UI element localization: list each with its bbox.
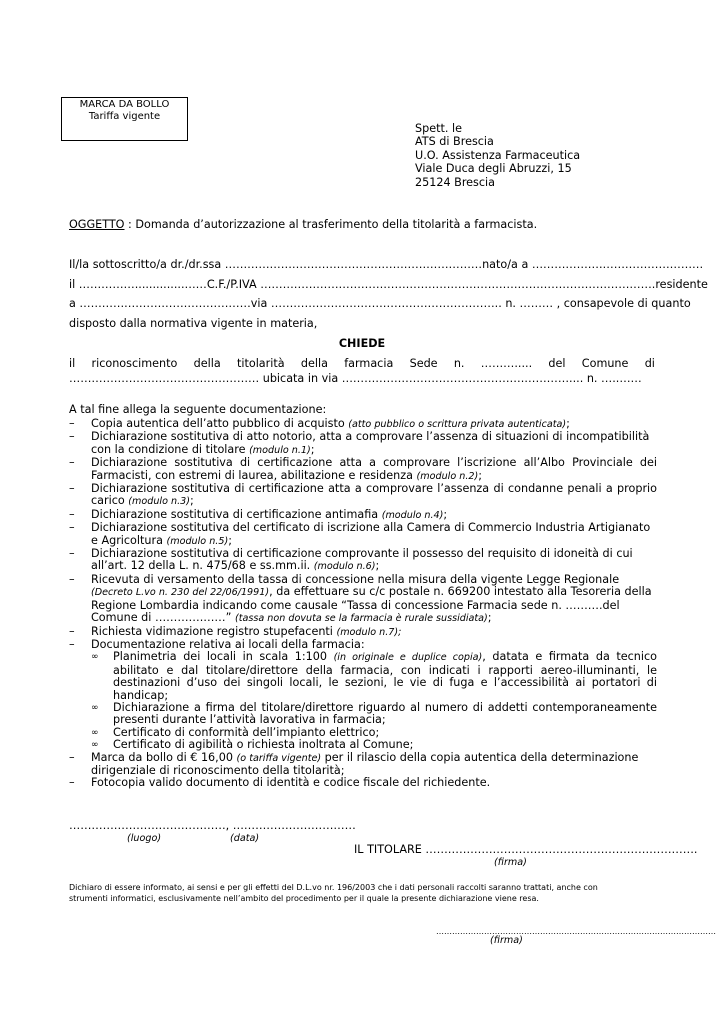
infinity-bullet-icon: ∞ [91,740,99,751]
recipient-address [415,122,580,189]
holder-signature-field[interactable]: IL TITOLARE ………………………………………………………………. [354,843,698,856]
word: della [193,357,221,370]
item-text: ; [375,559,380,573]
item-text: per il rilascio della copia autentica della determinazione dirigenziale di riconoscimento della titolarità; [91,750,639,777]
infinity-bullet-icon: ∞ [91,727,99,738]
list-item [69,752,657,778]
list-item [69,457,657,483]
item-text: ; [310,442,315,456]
subject-text: : Domanda d’autorizzazione al trasferimento della titolarità a farmacista. [124,218,538,231]
dash-bullet: – [69,521,75,535]
infinity-bullet-icon: ∞ [91,652,99,663]
dash-bullet: – [69,417,75,430]
item-text: Fotocopia valido documento di identità e codice fiscale del richiedente. [91,776,491,790]
list-item [69,483,657,509]
item-text: ; [566,417,570,430]
item-note: (o tariffa vigente) [236,752,322,764]
street-field[interactable]: via …………………………………………………….. n. ……… , consapevole di quanto [250,297,691,310]
word: il [69,357,76,370]
item-note: (modulo n.2) [416,470,479,482]
place-date-field[interactable]: ……………………………………, …………………………… [69,819,356,832]
item-text: Dichiarazione sostitutiva di atto notorio, atta a comprovare l’assenza di situazioni di incompatibilità con la condizione di titolare [91,430,650,456]
recipient-line: 25124 Brescia [415,175,496,189]
list-item [69,509,657,522]
form-line-2 [69,278,708,292]
dash-bullet: – [69,624,75,638]
item-text: ; [478,468,483,482]
item-text: Documentazione relativa ai locali della farmacia: [91,637,365,651]
item-note: (atto pubblico o scrittura privata autenticata) [348,419,567,430]
request-heading: CHIEDE [338,337,386,350]
item-text: Certificato di agibilità o richiesta inoltrata al Comune; [113,738,414,752]
residence-city-field[interactable]: a ………….…………………………… [69,297,251,310]
item-note: (modulo n.4) [381,509,444,521]
list-item [69,431,657,457]
item-text: Dichiarazione sostitutiva di certificazione atta a comprovare l’iscrizione all’Albo Provinciale dei Farmacisti, con estremi di laurea, abilitazione e residenza [91,456,657,482]
item-text: ; [443,507,448,521]
premises-sublist [91,651,657,751]
recipient-line: ATS di Brescia [415,135,494,149]
item-text: , da effettuare su c/c postale n. 669200 intestato alla Tesoreria della Regione Lombardia indicando come causale “Tassa di concessione Farmacia sede n. ……….del Comune di ………….……” [91,585,652,625]
item-note: (modulo n.1) [249,444,311,456]
privacy-statement-line-1: Dichiaro di essere informato, ai sensi e per gli effetti del D.L.vo nr. 196/2003 che i dati personali raccolti saranno trattati, anche con [69,883,598,892]
list-item [69,418,657,431]
request-line-1 [69,357,655,371]
item-text: Marca da bollo di € 16,00 [91,750,237,764]
stamp-subtitle: Tariffa vigente [88,111,161,122]
infinity-bullet-icon: ∞ [91,702,99,713]
word: riconoscimento [91,357,178,370]
dash-bullet: – [69,507,75,521]
dash-bullet: – [69,637,75,651]
item-text: , datata e firmata da tecnico abilitato e dal titolare/direttore della farmacia, con indicati i rapporti aereo-illuminanti, le destinazioni d’uso dei singoli locali, le sezioni, le vie di fuga e l’accessibilità ai portatori di handicap; [113,650,657,702]
list-item [69,522,657,548]
list-item [69,639,657,752]
dash-bullet: – [69,456,75,470]
word: Comune [581,357,629,370]
form-line-4: disposto dalla normativa vigente in materia, [69,317,318,330]
word: n. [453,357,465,370]
signer-name-field[interactable]: Il/la sottoscritto/a dr./dr.ssa …………………………………………………………… [69,258,483,271]
word: farmacia [344,357,394,370]
word: titolarità [236,357,285,370]
word: della [300,357,328,370]
item-note: (in originale e duplice copia) [333,652,483,664]
holder-sign-label: (firma) [494,857,527,868]
revenue-stamp-box [61,97,188,141]
tax-code-field[interactable]: C.F./P.IVA ……………………………………………………………………………………………. [206,278,656,291]
sub-list-item [91,702,657,727]
item-text: ; [228,533,232,547]
recipient-line: Viale Duca degli Abruzzi, 15 [415,162,572,176]
item-text: Copia autentica dell’atto pubblico di acquisto [91,417,349,430]
place-label: (luogo) [127,833,162,844]
item-note: (Decreto L.vo n. 230 del 22/06/1991) [91,587,270,599]
dash-bullet: – [69,482,75,496]
subject-label: OGGETTO [69,218,125,231]
birthplace-field[interactable]: nato/a a ……………….……………………… [482,258,704,271]
subject-line [69,218,537,232]
pharmacy-seat-field[interactable]: ………..... [480,357,533,370]
attachments-intro: A tal fine allega la seguente documentazione: [69,403,327,416]
list-item [69,777,657,789]
item-text: Planimetria dei locali in scala 1:100 [113,650,334,664]
item-text: Dichiarazione sostitutiva di certificazione antimafia [91,507,382,521]
form-line-3 [69,297,691,311]
word: del [548,357,566,370]
word: Sede [409,357,438,370]
sub-list-item [91,651,657,702]
recipient-line: U.O. Assistenza Farmaceutica [415,148,581,162]
date-label: (data) [230,833,260,844]
list-item [69,574,657,626]
dash-bullet: – [69,572,75,586]
word: di [644,357,655,370]
item-note: (modulo n.5) [166,535,229,547]
item-text: Dichiarazione a firma del titolare/direttore riguardo al numero di addetti contemporaneamente presenti durante l’attività lavorativa in farmacia; [113,700,657,727]
residence-label: residente [655,278,708,291]
attachments-list [69,418,657,790]
form-line-1 [69,258,704,272]
municipality-address-field[interactable]: …………………………………………… ubicata in via ………………………………………….………….... n. …..…… [69,372,642,385]
stamp-title: MARCA DA BOLLO [79,99,170,110]
dash-bullet: – [69,776,75,790]
item-text: ; [487,611,492,625]
item-text: Dichiarazione sostitutiva di certificazione atta a comprovare l’assenza di condanne penali a proprio carico [91,482,657,508]
item-text: Dichiarazione sostitutiva del certificato di iscrizione alla Camera di Commercio Industria Artigianato e Agricoltura [91,521,651,547]
privacy-signature-field[interactable]: …………………………………………………………………………………………… [436,927,716,936]
recipient-line: Spett. le [415,122,462,135]
item-note: (modulo n.6) [313,561,376,573]
item-text: Ricevuta di versamento della tassa di concessione nella misura della vigente Legge Regionale [91,572,620,586]
privacy-sign-label: (firma) [490,935,523,946]
item-note: (modulo n.7); [336,626,402,638]
dash-bullet: – [69,430,75,444]
item-note: (tassa non dovuta se la farmacia è rurale sussidiata) [234,613,488,625]
list-item [69,626,657,639]
dash-bullet: – [69,547,75,561]
item-text: Richiesta vidimazione registro stupefacenti [91,624,337,638]
item-note: (modulo n.3) [128,496,190,508]
item-text: ; [189,494,194,508]
privacy-statement-line-2: strumenti informatici, esclusivamente nell’ambito del procedimento per il quale la presente dichiarazione viene resa. [69,894,539,903]
item-text: Certificato di conformità dell’impianto elettrico; [113,725,380,739]
item-text: Dichiarazione sostitutiva di certificazione comprovante il possesso del requisito di idoneità di cui all’art. 12 della L. n. 475/68 e ss.mm.ii. [91,547,633,573]
list-item [69,548,657,574]
birthdate-field[interactable]: il ……………..............…… [69,278,207,291]
dash-bullet: – [69,750,75,764]
